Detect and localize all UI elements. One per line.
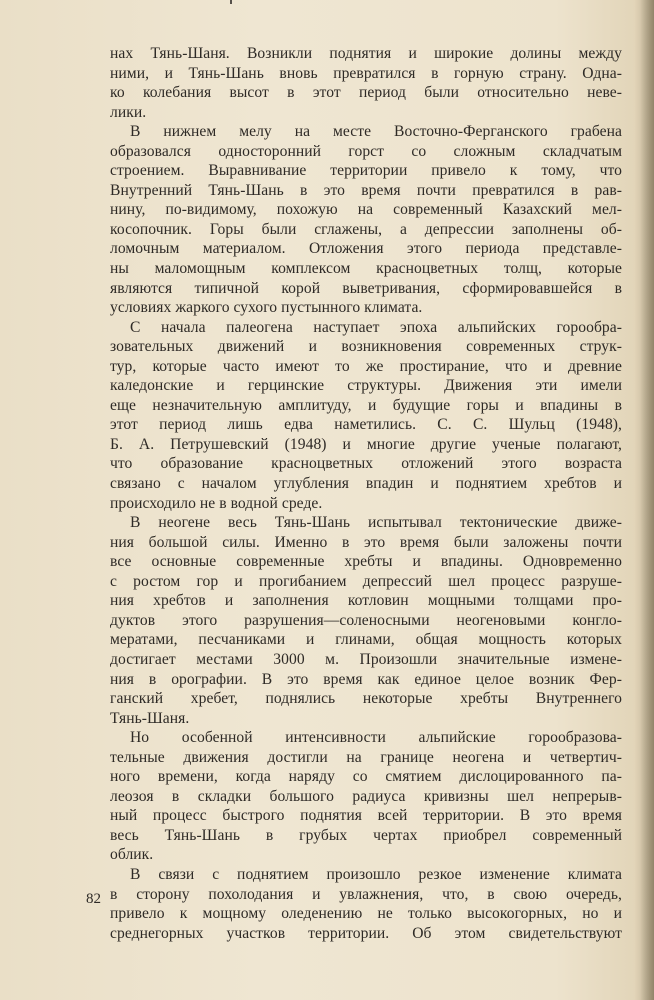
text-line: ны маломощным комплексом красноцветных толщ, которые — [110, 260, 622, 278]
page-number: 82 — [86, 891, 101, 907]
text-line: мератами, песчаниками и глинами, общая мощность которых — [110, 631, 622, 649]
text-line: этот период лишь едва наметились. С. С. Шульц (1948), — [110, 416, 622, 434]
page-edge-shadow — [640, 0, 654, 1000]
text-line: В неогене весь Тянь-Шань испытывал тектонические движе- — [130, 514, 622, 532]
text-line: что образование красноцветных отложений этого возраста — [110, 455, 622, 473]
text-line: Б. А. Петрушевский (1948) и многие другие ученые полагают, — [110, 435, 622, 453]
text-line: Внутренний Тянь-Шань в это время почти превратился в рав- — [110, 181, 622, 199]
text-line: среднегорных участков территории. Об этом свидетельствуют — [110, 924, 622, 942]
text-line: леозоя в складки большого радиуса кривизны шел непрерыв- — [110, 787, 622, 805]
text-line: ломочным материалом. Отложения этого периода представле- — [110, 240, 622, 258]
text-line: все основные современные хребты и впадины. Одновременно — [110, 553, 622, 571]
text-line: каледонские и герцинские структуры. Движения эти имели — [110, 377, 622, 395]
text-line: условиях жаркого сухого пустынного климата. — [110, 299, 423, 317]
text-line: образовался односторонний горст со сложным складчатым — [110, 142, 622, 160]
text-line: с ростом гор и прогибанием депрессий шел процесс разруше- — [110, 572, 622, 590]
text-line: ного времени, когда наряду со смятием дислоцированного па- — [110, 768, 622, 786]
text-line: В нижнем мелу на месте Восточно-Ферганского грабена — [130, 123, 622, 141]
text-line: облик. — [110, 846, 154, 864]
text-line: являются типичной корой выветривания, сформировавшейся в — [110, 279, 622, 297]
text-line: нину, по-видимому, похожую на современный Казахский мел- — [110, 201, 622, 219]
text-line: еще незначительную амплитуду, и будущие горы и впадины в — [110, 396, 622, 414]
text-line: Тянь-Шаня. — [110, 709, 190, 727]
text-line: С начала палеогена наступает эпоха альпийских горообра- — [130, 318, 622, 336]
text-line: в сторону похолодания и увлажнения, что, в свою очередь, — [110, 885, 622, 903]
text-line: тур, которые часто имеют то же простирание, что и древние — [110, 357, 622, 375]
text-line: лики. — [110, 103, 147, 121]
text-line: ния в орографии. В это время как единое целое возник Фер- — [110, 670, 622, 688]
text-line: дуктов этого разрушения—соленосными неогеновыми конгло- — [110, 611, 622, 629]
text-line: ганский хребет, поднялись некоторые хребты Внутреннего — [110, 690, 622, 708]
top-edge-mark — [230, 0, 232, 4]
text-line: ния большой силы. Именно в это время были заложены почти — [110, 533, 622, 551]
text-line: связано с началом углубления впадин и поднятием хребтов и — [110, 475, 622, 493]
text-line: ный процесс быстрого поднятия всей территории. В это время — [110, 807, 622, 825]
text-line: ними, и Тянь-Шань вновь превратился в горную страну. Одна- — [110, 64, 622, 82]
text-line: В связи с поднятием произошло резкое изменение климата — [130, 865, 622, 883]
text-line: достигает местами 3000 м. Произошли значительные измене- — [110, 650, 622, 668]
text-line: ко колебания высот в этот период были относительно неве- — [110, 84, 622, 102]
text-line: привело к мощному оледенению не только высокогорных, но и — [110, 905, 622, 923]
text-line: тельные движения достигли на границе неогена и четвертич- — [110, 748, 622, 766]
text-line: косопочник. Горы были сглажены, а депрессии заполнены об- — [110, 220, 622, 238]
text-line: ния хребтов и заполнения котловин мощными толщами про- — [110, 592, 622, 610]
body-text — [110, 44, 622, 943]
text-line: зовательных движений и возникновения современных струк- — [110, 338, 622, 356]
text-line: Но особенной интенсивности альпийские горообразова- — [130, 729, 622, 747]
text-line: весь Тянь-Шань в грубых чертах приобрел современный — [110, 826, 622, 844]
text-line: нах Тянь-Шаня. Возникли поднятия и широкие долины между — [110, 45, 622, 62]
text-line: происходило не в водной среде. — [110, 494, 323, 512]
text-line: строением. Выравнивание территории привело к тому, что — [110, 162, 622, 180]
